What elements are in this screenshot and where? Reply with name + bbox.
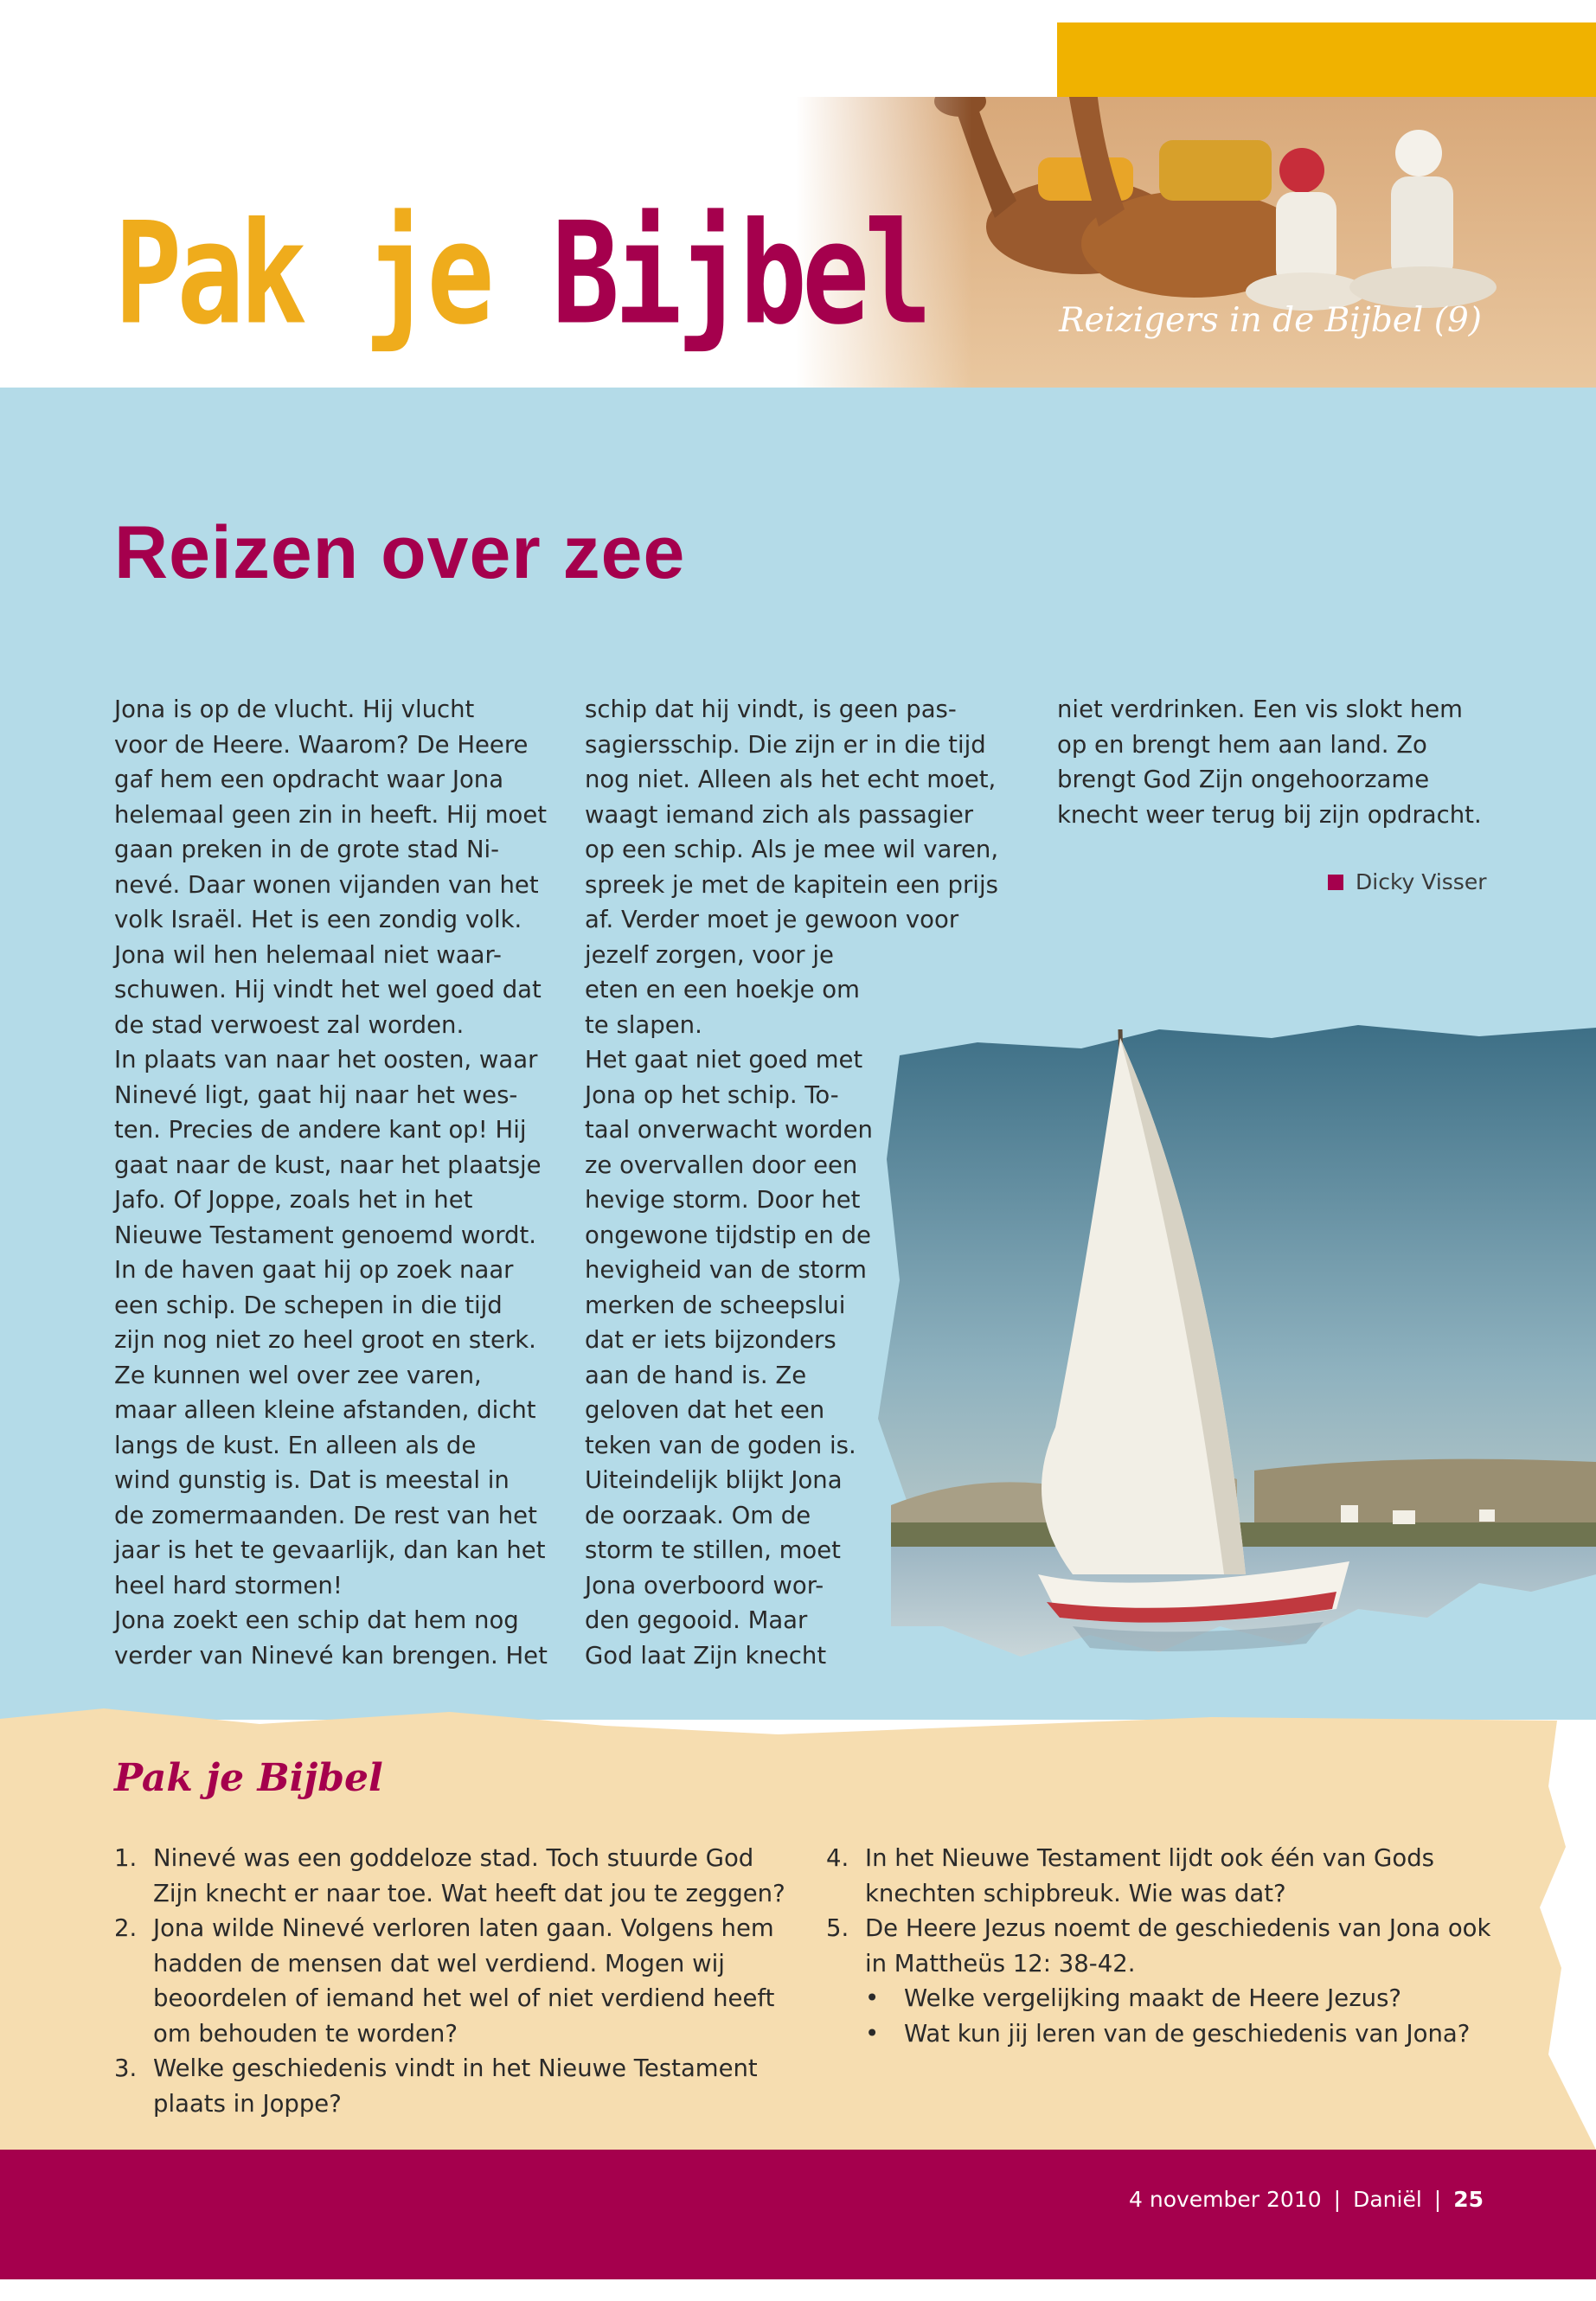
question-number: 2. (114, 1914, 138, 1942)
question-number: 1. (114, 1844, 138, 1872)
question-item (826, 1911, 1501, 2051)
question-bullets (865, 1981, 1501, 2051)
questions-heading: Pak je Bijbel (114, 1756, 383, 1800)
footer-separator: | (1433, 2187, 1442, 2212)
page-header (0, 0, 1596, 388)
question-text: Jona wilde Ninevé verloren laten gaan. Volgens hem hadden de mensen dat wel verdiend. Mogen wij beoordelen of iemand het wel of niet verdiend heeft om behouden te worden? (153, 1914, 775, 2048)
question-number: 3. (114, 2054, 138, 2082)
bullet-dot-icon: • (865, 1984, 880, 2012)
question-bullet (865, 1981, 1501, 2016)
question-item (826, 1841, 1501, 1911)
question-text: De Heere Jezus noemt de geschiedenis van Jona ook in Mattheüs 12: 38-42. (865, 1914, 1491, 1977)
question-item (114, 1911, 789, 2051)
logo-text-pak-je: Pak je (114, 191, 490, 356)
footer-page-number: 25 (1453, 2187, 1484, 2212)
author-byline (1328, 869, 1486, 894)
bullet-text: Welke vergelijking maakt de Heere Jezus? (904, 1984, 1402, 2012)
footer-separator: | (1333, 2187, 1342, 2212)
footer-magazine: Daniël (1353, 2187, 1422, 2212)
question-item (114, 2051, 789, 2121)
series-title: Reizigers in de Bijbel (9) (1059, 301, 1482, 340)
footer-date: 4 november 2010 (1129, 2187, 1322, 2212)
question-text: Welke geschiedenis vindt in het Nieuwe Testament plaats in Joppe? (153, 2054, 758, 2118)
header-yellow-bar (1057, 22, 1596, 97)
article-column-1: Jona is op de vlucht. Hij vlucht voor de Heere. Waarom? De Heere gaf hem een opdracht waar Jona helemaal geen zin in heeft. Hij moet gaan preken in de grote stad Ni- nevé. Daar wonen vijanden van het volk Israël. Het is een zondig volk. Jona wil hen helemaal niet waar- schuwen. Hij vindt het wel goed dat de stad verwoest zal worden. In plaats van naar het oosten, waar Ninevé ligt, gaat hij naar het wes- ten. Precies de andere kant op! Hij gaat naar de kust, naar het plaatsje Jafo. Of Joppe, zoals het in het Nieuwe Testament genoemd wordt. In de haven gaat hij op zoek naar een schip. De schepen in die tijd zijn nog niet zo heel groot en sterk. Ze kunnen wel over zee varen, maar alleen kleine afstanden, dicht langs de kust. En alleen als de wind gunstig is. Dat is meestal in de zomermaanden. De rest van het jaar is het te gevaarlijk, dan kan het heel hard stormen! Jona zoekt een schip dat hem nog verder van Ninevé kan brengen. Het (114, 695, 548, 1670)
question-item (114, 1841, 789, 1911)
question-list-left (114, 1841, 789, 2121)
logo-text-bijbel: Bijbel (551, 191, 927, 356)
author-name: Dicky Visser (1356, 869, 1487, 894)
footer-info (1129, 2187, 1484, 2212)
logo-pak-je-bijbel (114, 191, 927, 356)
bullet-text: Wat kun jij leren van de geschiedenis van Jona? (904, 2019, 1471, 2048)
question-text: Ninevé was een goddeloze stad. Toch stuurde God Zijn knecht er naar toe. Wat heeft dat jou te zeggen? (153, 1844, 785, 1907)
question-list-right (826, 1841, 1501, 2051)
bullet-dot-icon: • (865, 2019, 880, 2048)
sailboat-illustration (874, 1021, 1596, 1678)
article-column-2: schip dat hij vindt, is geen pas- sagiersschip. Die zijn er in die tijd nog niet. Alleen als het echt moet, waagt iemand zich als passagier op een schip. Als je mee wil varen, spreek je met de kapitein een prijs af. Verder moet je gewoon voor jezelf zorgen, voor je eten en een hoekje om te slapen. Het gaat niet goed met Jona op het schip. To- taal onverwacht worden ze overvallen door een hevige storm. Door het ongewone tijdstip en de hevigheid van de storm merken de scheepslui dat er iets bijzonders aan de hand is. Ze geloven dat het een teken van de goden is. Uiteindelijk blijkt Jona de oorzaak. Om de storm te stillen, moet Jona overboord wor- den gegooid. Maar God laat Zijn knecht (585, 695, 999, 1670)
question-bullet (865, 2016, 1501, 2052)
question-number: 4. (826, 1844, 849, 1872)
article-title: Reizen over zee (114, 511, 686, 594)
page-footer (0, 2150, 1596, 2279)
question-text: In het Nieuwe Testament lijdt ook één van Gods knechten schipbreuk. Wie was dat? (865, 1844, 1434, 1907)
article-column-3: niet verdrinken. Een vis slokt hem op en brengt hem aan land. Zo brengt God Zijn ongehoorzame knecht weer terug bij zijn opdracht. (1057, 695, 1482, 829)
author-square-icon (1328, 875, 1343, 890)
question-number: 5. (826, 1914, 849, 1942)
